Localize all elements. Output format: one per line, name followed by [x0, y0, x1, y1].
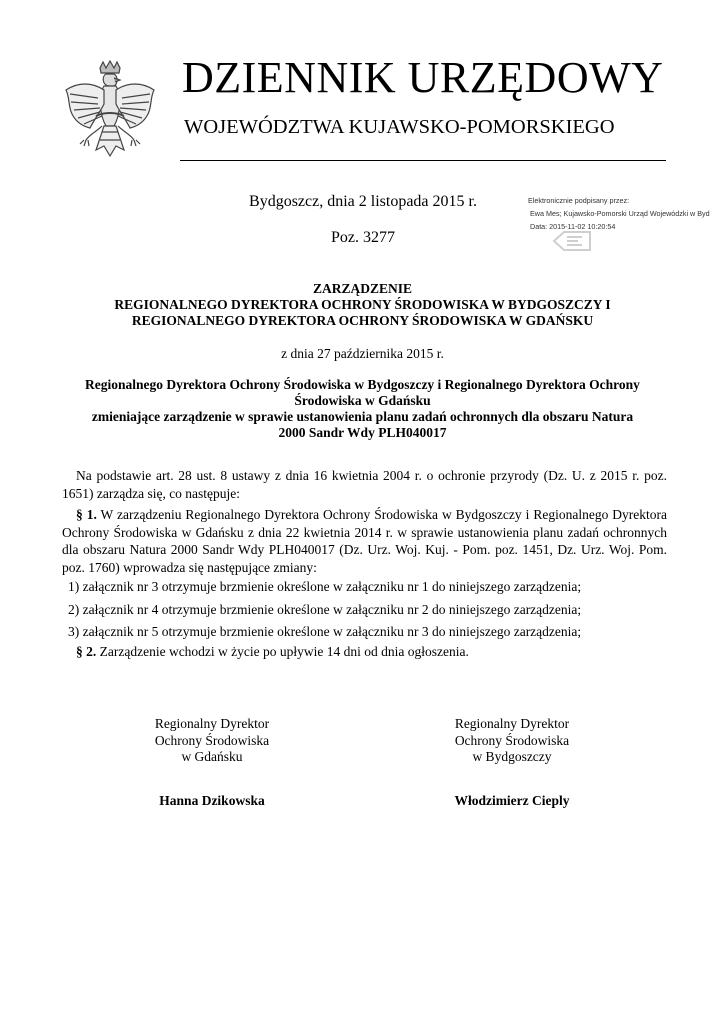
signatory-left-title [112, 716, 312, 766]
amendment-item-2: 2) załącznik nr 4 otrzymuje brzmienie określone w załączniku nr 2 do niniejszego zarządzenia; [68, 602, 582, 617]
section-2-text: Zarządzenie wchodzi w życie po upływie 14 dni od dnia ogłoszenia. [96, 644, 469, 659]
legal-basis-paragraph: Na podstawie art. 28 ust. 8 ustawy z dnia 16 kwietnia 2004 r. o ochronie przyrody (Dz. U. z 2015 r. poz. 1651) zarządza się, co następuje: [62, 468, 667, 501]
signatory-left-line-1: Regionalny Dyrektor [154, 716, 270, 731]
section-2-label: § 2. [76, 644, 97, 659]
amendment-item-3: 3) załącznik nr 5 otrzymuje brzmienie określone w załączniku nr 3 do niniejszego zarządzenia; [68, 624, 582, 639]
signature-signer: Ewa Mes; Kujawsko-Pomorski Urząd Wojewódzki w Byd [530, 209, 710, 218]
signatory-left-line-3: w Gdańsku [181, 749, 243, 764]
signatory-right-title [412, 716, 612, 766]
signatory-right-line-2: Ochrony Środowiska [454, 732, 570, 748]
authority-heading-line-1: REGIONALNEGO DYREKTORA OCHRONY ŚRODOWISKA W BYDGOSZCZY I [114, 297, 611, 312]
signatory-right-line-3: w Bydgoszczy [472, 749, 552, 764]
position-number: Poz. 3277 [331, 229, 395, 246]
signatory-left-line-2: Ochrony Środowiska [154, 732, 270, 748]
publication-date: Bydgoszcz, dnia 2 listopada 2015 r. [249, 193, 477, 210]
signatory-right-line-1: Regionalny Dyrektor [454, 716, 570, 731]
document-type-heading: ZARZĄDZENIE [312, 281, 413, 296]
signatory-right-name: Włodzimierz Cieply [454, 793, 570, 808]
section-1-paragraph [62, 506, 667, 576]
journal-title: DZIENNIK URZĘDOWY [182, 53, 664, 102]
subject-line-2: Środowiska w Gdańsku [294, 393, 431, 408]
amendment-item-1: 1) załącznik nr 3 otrzymuje brzmienie określone w załączniku nr 1 do niniejszego zarządzenia; [68, 579, 582, 594]
signature-date: Data: 2015-11-02 10:20:54 [530, 222, 616, 231]
subject-line-4: 2000 Sandr Wdy PLH040017 [278, 425, 447, 440]
journal-subtitle: WOJEWÓDZTWA KUJAWSKO-POMORSKIEGO [184, 116, 615, 138]
authority-heading-line-2: REGIONALNEGO DYREKTORA OCHRONY ŚRODOWISKA W GDAŃSKU [131, 313, 594, 328]
section-2-paragraph [62, 643, 667, 661]
signature-label: Elektronicznie podpisany przez: [528, 196, 630, 205]
subject-line-3: zmieniające zarządzenie w sprawie ustanowienia planu zadań ochronnych dla obszaru Natura [91, 409, 634, 424]
signature-stamp-icon [550, 229, 594, 253]
document-date: z dnia 27 października 2015 r. [281, 346, 444, 361]
section-1-label: § 1. [76, 507, 97, 522]
header-divider [180, 160, 666, 161]
polish-eagle-emblem-icon [62, 60, 158, 170]
subject-line-1: Regionalnego Dyrektora Ochrony Środowiska w Bydgoszczy i Regionalnego Dyrektora Ochrony [85, 377, 640, 392]
electronic-signature-block [528, 196, 725, 256]
section-1-text: W zarządzeniu Regionalnego Dyrektora Ochrony Środowiska w Bydgoszczy i Regionalnego Dyrektora Ochrony Środowiska w Gdańsku z dnia 22 kwietnia 2014 r. w sprawie ustanowienia planu zadań ochronnych dla obszaru Natura 2000 Sandr Wdy PLH040017 (Dz. Urz. Woj. Kuj. - Pom. poz. 1451, Dz. Urz. Woj. Pom. poz. 1760) wprowadza się następujące zmiany: [62, 507, 667, 575]
signatory-left-name: Hanna Dzikowska [159, 793, 265, 808]
